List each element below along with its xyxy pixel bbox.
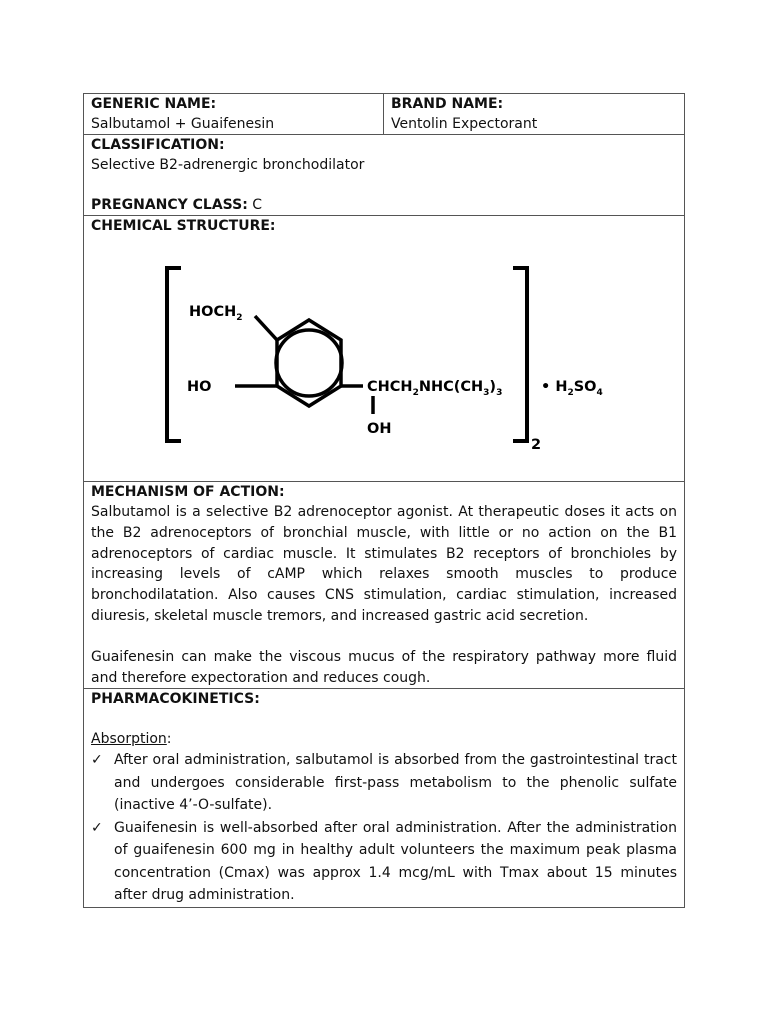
left-bracket: [167, 268, 181, 441]
check-icon: ✓: [91, 819, 103, 836]
classification-value: Selective B2-adrenergic bronchodilator: [91, 157, 365, 173]
absorption-label: Absorption: [91, 731, 167, 748]
hoch2-bond: [255, 316, 277, 340]
aromatic-circle: [276, 330, 342, 396]
brand-name-value: Ventolin Expectorant: [391, 116, 538, 132]
list-item: ✓ Guaifenesin is well-absorbed after oral administration. After the administration of guaifenesin 600 mg in healthy adult volunteers the maximum peak plasma concentration (Cmax) was approx 1.4 mcg/mL with Tmax about 15 minutes after drug administration.: [91, 817, 677, 907]
pregnancy-class-label: PREGNANCY CLASS:: [91, 197, 248, 213]
absorption-list: [91, 749, 677, 907]
pregnancy-class-value: C: [252, 197, 263, 213]
list-item: ✓ After oral administration, salbutamol is absorbed from the gastrointestinal tract and undergoes considerable first-pass metabolism to the phenolic sulfate (inactive 4’-O-sulfate).: [91, 749, 677, 817]
generic-name-label: GENERIC NAME:: [91, 96, 217, 112]
names-row: [84, 94, 684, 134]
drug-study-table: [83, 93, 685, 908]
chemical-structure-figure: [91, 236, 677, 481]
brand-name-cell: [384, 94, 684, 134]
absorption-heading: Absorption:: [91, 731, 172, 748]
salbutamol-sulfate-structure: [161, 236, 641, 481]
pharmacokinetics-label: PHARMACOKINETICS:: [91, 691, 260, 708]
classification-row: [84, 134, 684, 215]
check-icon: ✓: [91, 752, 103, 769]
ho-group: HO: [187, 379, 212, 395]
pregnancy-class: [91, 195, 677, 215]
oh-group: OH: [367, 421, 392, 437]
mechanism-paragraph-salbutamol: Salbutamol is a selective B2 adrenoceptor agonist. At therapeutic doses it acts on the B2 adrenoceptors of bronchial muscle, with little or no action on the B1 adrenoceptors of cardiac muscle. It stimulates B2 receptors of bronchioles by increasing levels of cAMP which relaxes smooth muscles to produce bronchodilatation. Also causes CNS stimulation, cardiac stimulation, increased diuresis, skeletal muscle tremors, and increased gastric acid secretion.: [91, 504, 677, 624]
sulfate-salt: • $H_2SO_4$: [541, 379, 603, 398]
mechanism-label: MECHANISM OF ACTION:: [91, 484, 285, 500]
amine-chain: $CHCH_2NHC(CH_3)_3$: [367, 379, 503, 398]
generic-name-cell: [84, 94, 384, 134]
classification-label: CLASSIFICATION:: [91, 137, 225, 153]
benzene-ring: [277, 320, 341, 406]
brand-name-label: BRAND NAME:: [391, 96, 504, 112]
hoch2-group: $HOCH_2$: [189, 304, 243, 323]
mechanism-row: [84, 481, 684, 688]
chemical-structure-row: [84, 215, 684, 481]
bracket-multiplier: 2: [531, 437, 542, 453]
generic-name-value: Salbutamol + Guaifenesin: [91, 116, 275, 132]
mechanism-paragraph-guaifenesin: Guaifenesin can make the viscous mucus of the respiratory pathway more fluid and therefore expectoration and reduces cough.: [91, 648, 677, 686]
chemical-structure-label: CHEMICAL STRUCTURE:: [91, 218, 276, 234]
pharmacokinetics-row: [84, 688, 684, 907]
right-bracket: [513, 268, 527, 441]
